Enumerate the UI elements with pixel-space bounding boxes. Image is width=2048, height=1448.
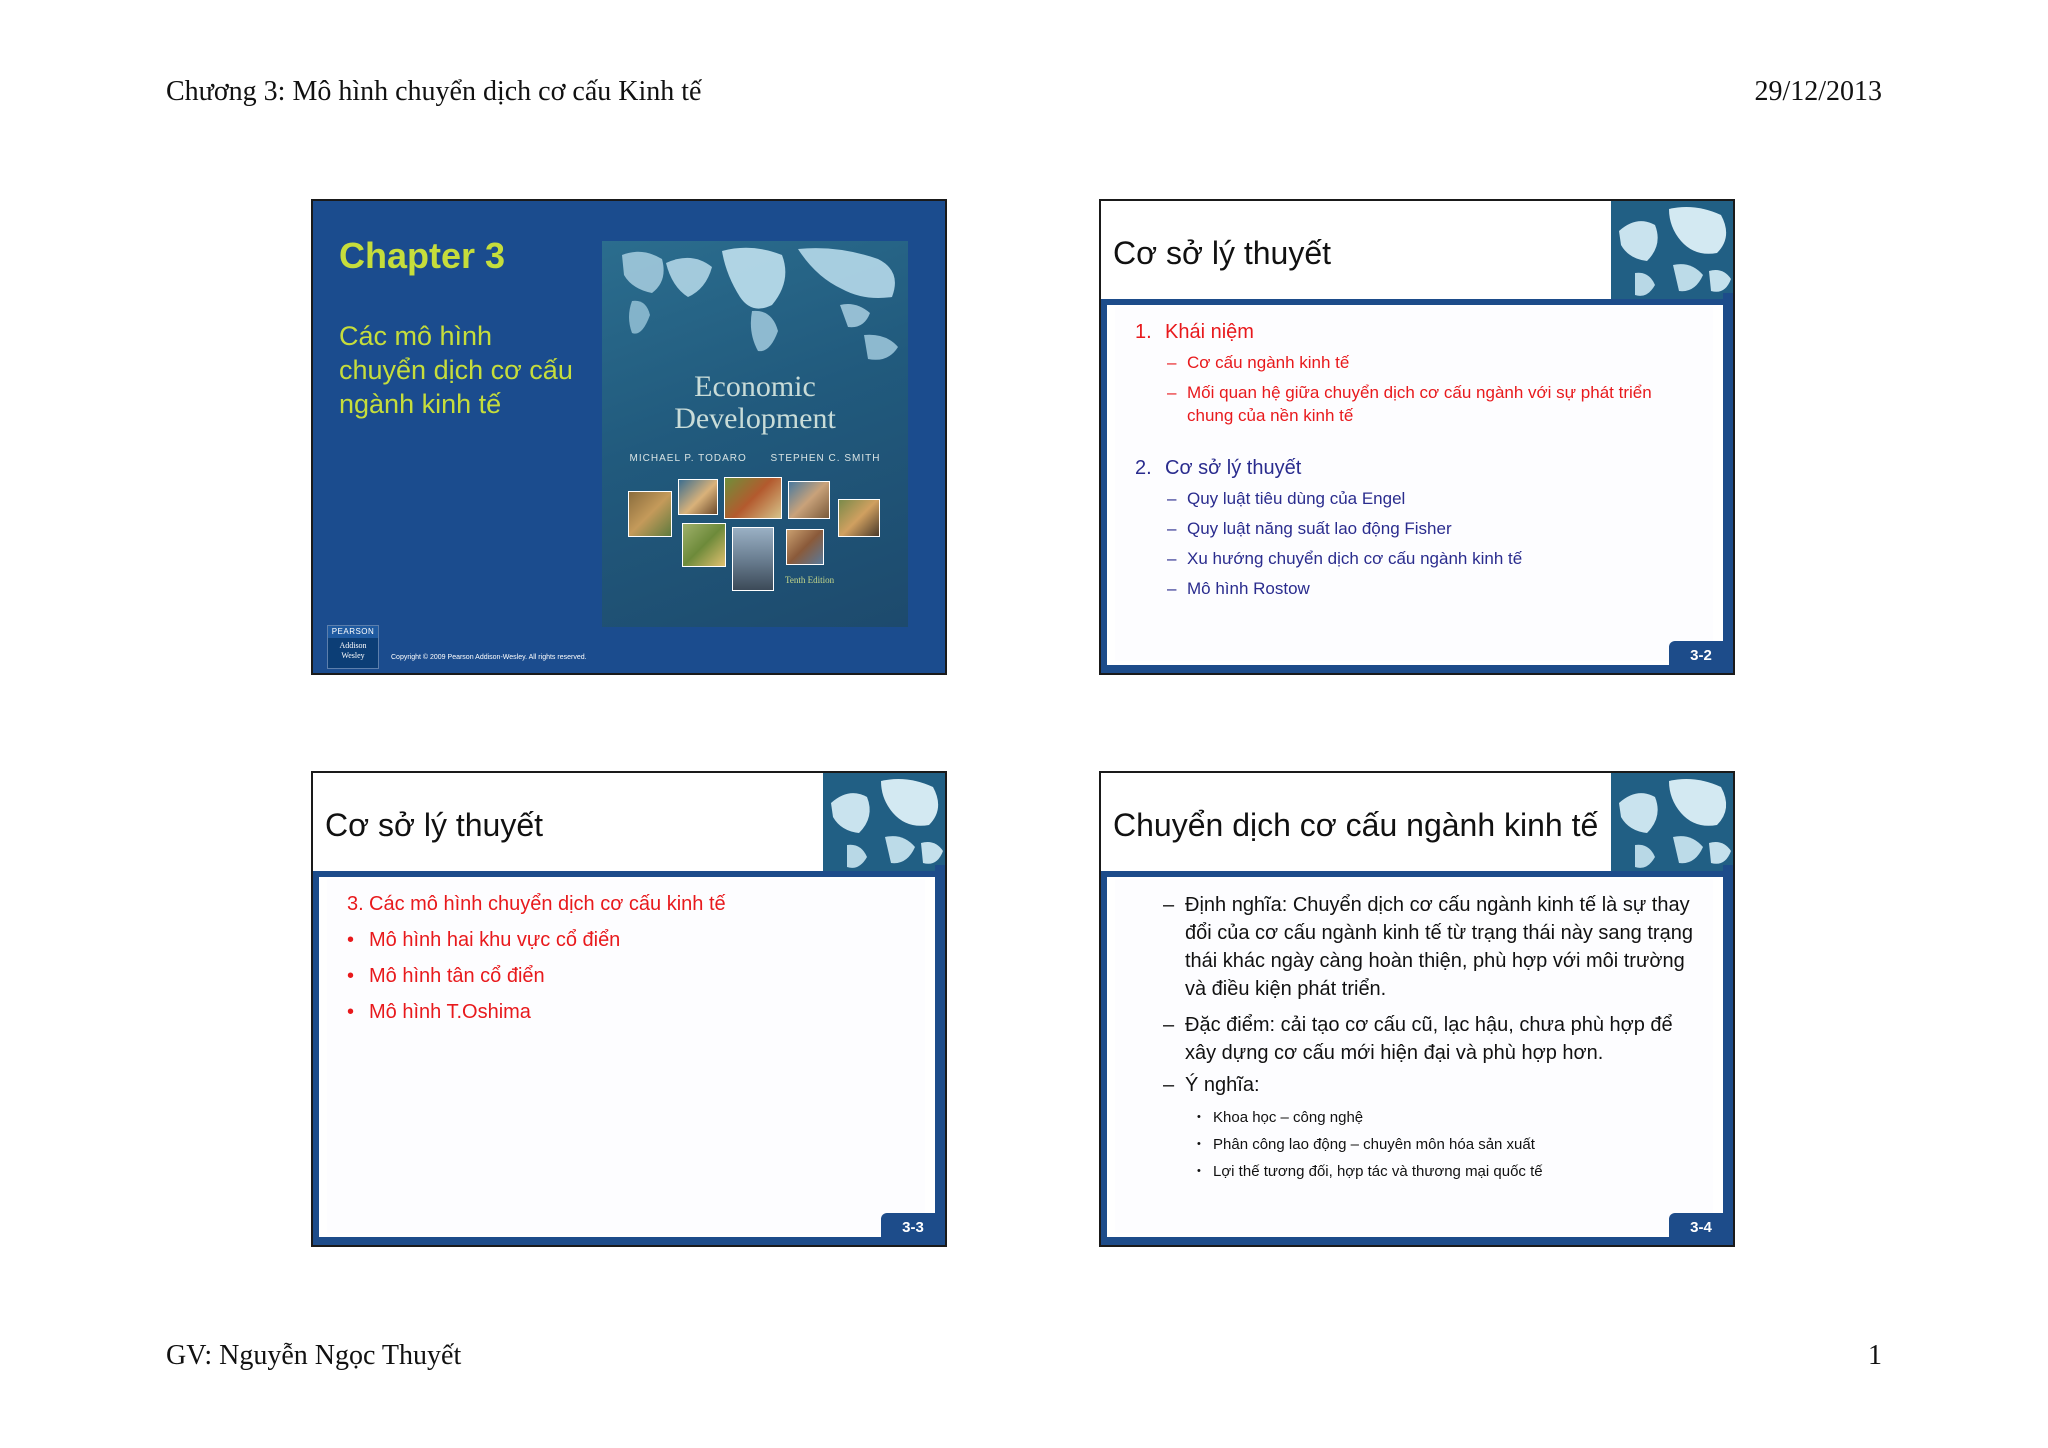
book-title: Economic Development (674, 370, 836, 435)
chapter-subtitle: Các mô hình chuyển dịch cơ cấu ngành kinh tế (339, 321, 573, 419)
slide-body (1115, 879, 1713, 1233)
world-map-corner-image (1611, 201, 1733, 303)
list-heading: 1. Khái niệm (1135, 321, 1254, 343)
list-heading: 2. Cơ sở lý thuyết (1135, 457, 1302, 479)
book-cover (602, 241, 908, 627)
slide-number: 3-2 (1669, 641, 1733, 673)
slide-3 (311, 771, 947, 1247)
cover-photo (678, 479, 718, 515)
slide-number: 3-4 (1669, 1213, 1733, 1245)
slide-4 (1099, 771, 1735, 1247)
slide-title: Cơ sở lý thuyết (1113, 235, 1332, 271)
page-footer (166, 1340, 1882, 1372)
world-map-corner-image (823, 773, 945, 875)
list-item: – Mối quan hệ giữa chuyển dịch cơ cấu ngành với sự phát triển chung của nền kinh tế (1167, 383, 1652, 425)
book-authors: MICHAEL P. TODARO STEPHEN C. SMITH (629, 453, 881, 464)
slide-2 (1099, 199, 1735, 675)
list-item: • Mô hình T.Oshima (347, 1001, 531, 1023)
cover-photo (786, 529, 824, 565)
list-item: – Quy luật năng suất lao động Fisher (1167, 519, 1452, 538)
list-item: – Xu hướng chuyển dịch cơ cấu ngành kinh tế (1167, 549, 1523, 568)
world-map-corner-image (1611, 773, 1733, 875)
slide-title: Cơ sở lý thuyết (325, 807, 544, 843)
cover-photo (682, 523, 726, 567)
definition-paragraph: – Định nghĩa: Chuyển dịch cơ cấu ngành kinh tế là sự thay đổi của cơ cấu ngành kinh tế từ trạng thái này sang trạng thái khác ngày càng hoàn thiện, phù hợp với môi trường và điều kiện phát triển. (1163, 894, 1693, 1000)
slide-title-card (311, 199, 947, 675)
copyright-notice: Copyright © 2009 Pearson Addison-Wesley. All rights reserved. (391, 654, 587, 661)
list-item: – Cơ cấu ngành kinh tế (1167, 353, 1350, 372)
world-map-image (602, 241, 908, 371)
publisher-logo: PEARSON Addison Wesley (327, 625, 379, 669)
feature-paragraph: – Đặc điểm: cải tạo cơ cấu cũ, lạc hậu, chưa phù hợp để xây dựng cơ cấu mới hiện đại và phù hợp hơn. (1163, 1014, 1673, 1064)
page-number: 1 (1868, 1340, 1882, 1371)
cover-photo (724, 477, 782, 519)
slide-body (327, 879, 925, 1233)
cover-photo (628, 491, 672, 537)
list-item: • Mô hình tân cổ điển (347, 965, 545, 987)
slide-title: Chuyển dịch cơ cấu ngành kinh tế (1113, 807, 1599, 843)
list-item: – Quy luật tiêu dùng của Engel (1167, 489, 1406, 508)
cover-photo (788, 481, 830, 519)
cover-photo (732, 527, 774, 591)
slide-number: 3-3 (881, 1213, 945, 1245)
lecturer-name: GV: Nguyễn Ngọc Thuyết (166, 1340, 462, 1371)
document-date: 29/12/2013 (1754, 76, 1882, 107)
page-header (166, 76, 1882, 108)
book-edition: Tenth Edition (785, 575, 835, 585)
meaning-paragraph: – Ý nghĩa: (1163, 1074, 1260, 1096)
chapter-heading: Chapter 3 (339, 235, 506, 276)
list-item: • Phân công lao động – chuyên môn hóa sản xuất (1197, 1136, 1535, 1153)
list-item: – Mô hình Rostow (1167, 579, 1310, 598)
slide-body (1115, 307, 1713, 661)
list-heading: 3. Các mô hình chuyển dịch cơ cấu kinh tế (347, 893, 726, 915)
cover-photo (838, 499, 880, 537)
list-item: • Mô hình hai khu vực cổ điển (347, 929, 621, 951)
list-item: • Khoa học – công nghệ (1197, 1109, 1364, 1126)
document-title: Chương 3: Mô hình chuyển dịch cơ cấu Kinh tế (166, 76, 702, 107)
list-item: • Lợi thế tương đối, hợp tác và thương mại quốc tế (1197, 1163, 1543, 1180)
